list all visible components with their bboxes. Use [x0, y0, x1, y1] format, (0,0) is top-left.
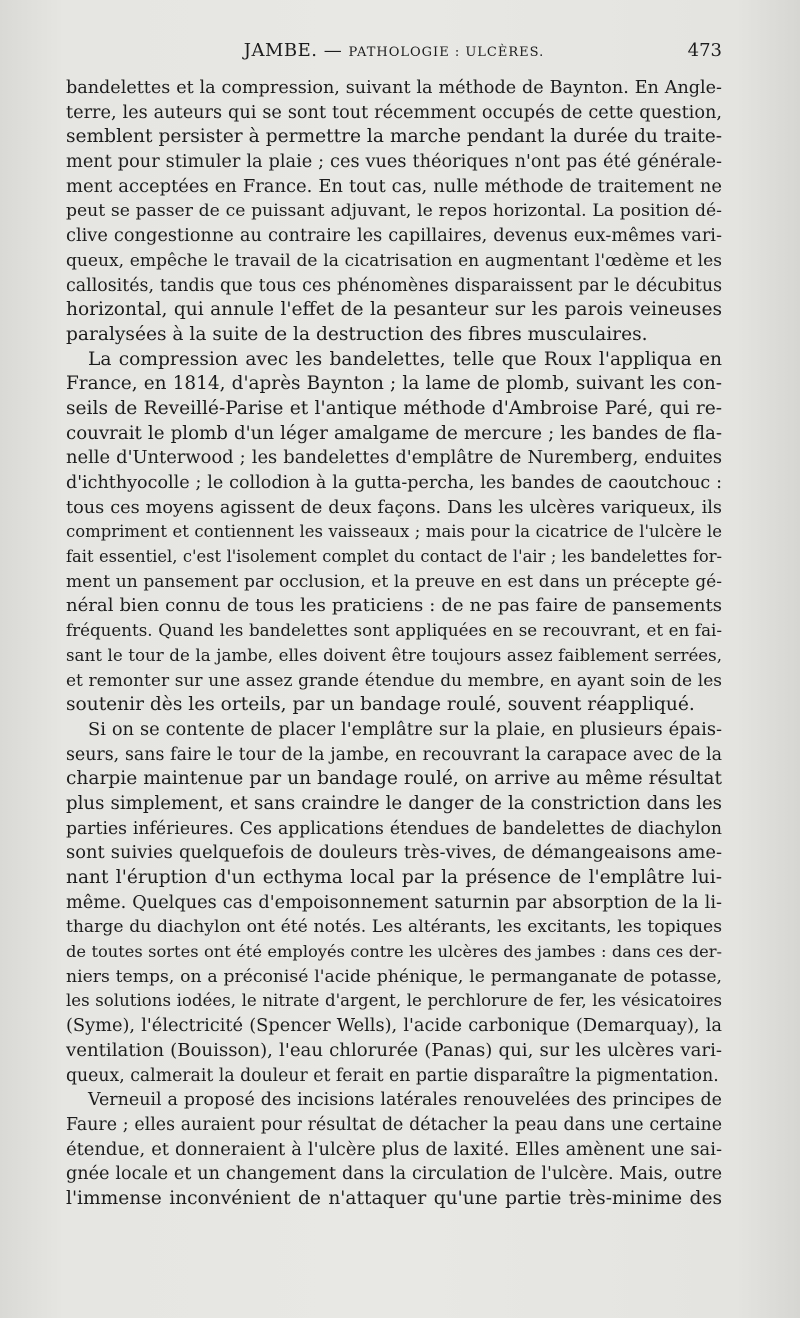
- running-head-subtitle: PATHOLOGIE : ULCÈRES.: [348, 45, 545, 60]
- text-line: fréquents. Quand les bandelettes sont appliquées en se recouvrant, et en fai-: [66, 621, 722, 641]
- text-line: fait essentiel, c'est l'isolement complet du contact de l'air ; les bandelettes for-: [66, 547, 722, 567]
- running-head-title: JAMBE.: [243, 40, 318, 61]
- text-line: soutenir dès les orteils, par un bandage roulé, souvent réappliqué.: [66, 694, 695, 716]
- text-line: ment un pansement par occlusion, et la preuve en est dans un précepte gé-: [66, 571, 722, 592]
- text-line: queux, empêche le travail de la cicatrisation en augmentant l'œdème et les: [66, 250, 722, 271]
- text-line: peut se passer de ce puissant adjuvant, le repos horizontal. La position dé-: [66, 201, 722, 222]
- text-line: ventilation (Bouisson), l'eau chlorurée (Panas) qui, sur les ulcères vari-: [66, 1039, 722, 1061]
- text-line: même. Quelques cas d'empoisonnement saturnin par absorption de la li-: [66, 892, 722, 913]
- running-head: [66, 40, 722, 61]
- text-line: (Syme), l'électricité (Spencer Wells), l'acide carbonique (Demarquay), la: [66, 1015, 722, 1037]
- text-line: Faure ; elles auraient pour résultat de détacher la peau dans une certaine: [66, 1114, 722, 1135]
- text-line: d'ichthyocolle ; le collodion à la gutta-percha, les bandes de caoutchouc :: [66, 473, 722, 493]
- text-line: nant l'éruption d'un ecthyma local par la présence de l'emplâtre lui-: [66, 867, 722, 888]
- body-text: [66, 76, 722, 1212]
- page-header: [66, 40, 722, 70]
- text-line: bandelettes et la compression, suivant la méthode de Baynton. En Angle-: [66, 78, 722, 98]
- page-number: 473: [687, 40, 722, 61]
- text-line: charpie maintenue par un bandage roulé, on arrive au même résultat: [66, 768, 722, 790]
- text-line: horizontal, qui annule l'effet de la pesanteur sur les parois veineuses: [66, 299, 722, 321]
- text-line: ment acceptées en France. En tout cas, nulle méthode de traitement ne: [66, 175, 722, 197]
- text-line: néral bien connu de tous les praticiens : de ne pas faire de pansements: [66, 595, 722, 617]
- text-line: tous ces moyens agissent de deux façons. Dans les ulcères variqueux, ils: [66, 497, 722, 518]
- text-line: Si on se contente de placer l'emplâtre sur la plaie, en plusieurs épais-: [88, 718, 722, 740]
- text-line: ment pour stimuler la plaie ; ces vues théoriques n'ont pas été générale-: [66, 152, 722, 173]
- text-line: semblent persister à permettre la marche pendant la durée du traite-: [66, 126, 722, 148]
- text-line: sant le tour de la jambe, elles doivent être toujours assez faiblement serrées,: [66, 645, 722, 665]
- text-line: terre, les auteurs qui se sont tout récemment occupés de cette question,: [66, 102, 722, 123]
- text-line: et remonter sur une assez grande étendue du membre, en ayant soin de les: [66, 670, 722, 691]
- text-line: parties inférieures. Ces applications étendues de bandelettes de diachylon: [66, 818, 722, 839]
- running-head-dash: —: [323, 40, 343, 61]
- text-line: sont suivies quelquefois de douleurs très-vives, de démangeaisons ame-: [66, 842, 722, 864]
- text-line: France, en 1814, d'après Baynton ; la lame de plomb, suivant les con-: [66, 373, 722, 395]
- text-line: plus simplement, et sans craindre le danger de la constriction dans les: [66, 792, 722, 814]
- text-line: La compression avec les bandelettes, telle que Roux l'appliqua en: [88, 348, 722, 370]
- text-line: paralysées à la suite de la destruction des fibres musculaires.: [66, 323, 648, 345]
- text-line: l'immense inconvénient de n'attaquer qu'une partie très-minime des: [66, 1187, 722, 1209]
- text-line: niers temps, on a préconisé l'acide phénique, le permanganate de potasse,: [66, 966, 722, 987]
- text-line: clive congestionne au contraire les capillaires, devenus eux-mêmes vari-: [66, 226, 722, 247]
- text-line: seils de Reveillé-Parise et l'antique méthode d'Ambroise Paré, qui re-: [66, 397, 722, 419]
- text-line: queux, calmerait la douleur et ferait en partie disparaître la pigmentation.: [66, 1065, 719, 1086]
- text-line: tharge du diachylon ont été notés. Les altérants, les excitants, les topiques: [66, 917, 722, 938]
- text-line: Verneuil a proposé des incisions latérales renouvelées des principes de: [88, 1090, 722, 1111]
- text-line: compriment et contiennent les vaisseaux ; mais pour la cicatrice de l'ulcère le: [66, 522, 722, 542]
- text-line: couvrait le plomb d'un léger amalgame de mercure ; les bandes de fla-: [66, 422, 722, 444]
- text-line: de toutes sortes ont été employés contre les ulcères des jambes : dans ces der-: [66, 942, 722, 962]
- text-line: nelle d'Unterwood ; les bandelettes d'emplâtre de Nuremberg, enduites: [66, 447, 722, 469]
- text-line: les solutions iodées, le nitrate d'argent, le perchlorure de fer, les vésicatoires: [66, 991, 722, 1011]
- text-line: seurs, sans faire le tour de la jambe, en recouvrant la carapace avec de la: [66, 744, 722, 765]
- text-line: callosités, tandis que tous ces phénomènes disparaissent par le décubitus: [66, 275, 722, 296]
- text-line: étendue, et donneraient à l'ulcère plus de laxité. Elles amènent une sai-: [66, 1138, 722, 1160]
- text-line: gnée locale et un changement dans la circulation de l'ulcère. Mais, outre: [66, 1164, 722, 1185]
